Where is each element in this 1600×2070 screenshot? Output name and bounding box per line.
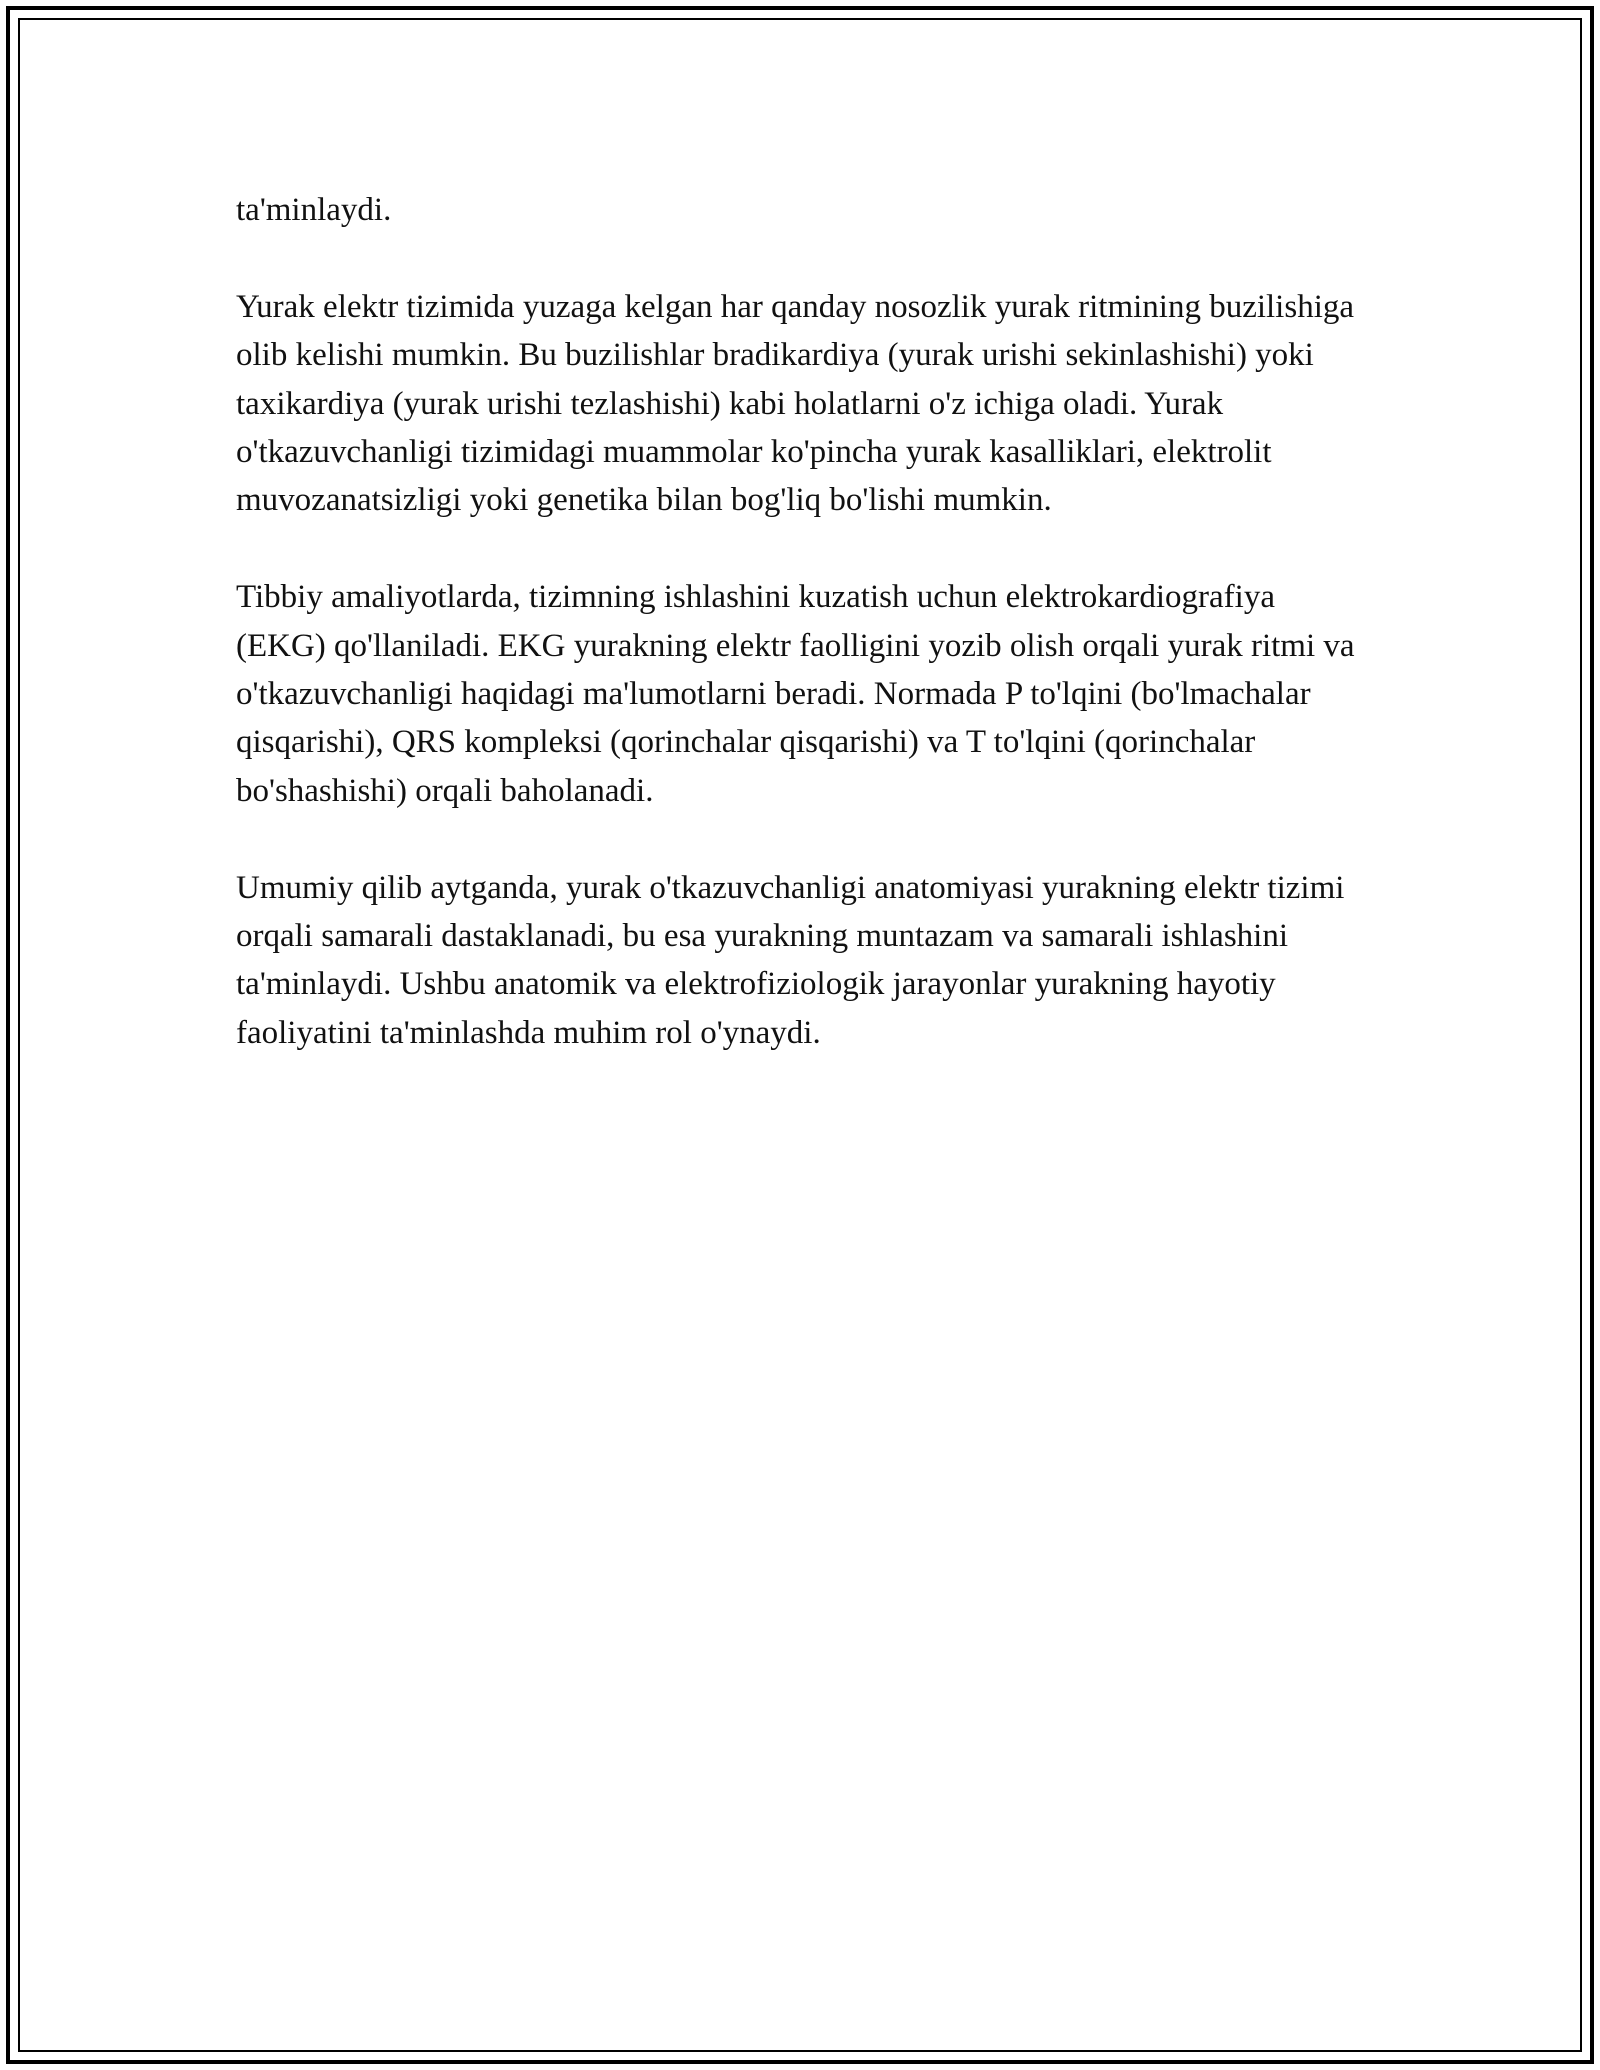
paragraph-rhythm-disorders: Yurak elektr tizimida yuzaga kelgan har qanday nosozlik yurak ritmining buzilishiga olib kelishi mumkin. Bu buzilishlar bradikardiya (yurak urishi sekinlashishi) yoki taxikardiya (yurak urishi tezlashishi) kabi holatlarni o'z ichiga oladi. Yurak o'tkazuvchanligi tizimidagi muammolar ko'pincha yurak kasalliklari, elektrolit muvozanatsizligi yoki genetika bilan bog'liq bo'lishi mumkin. [236, 288, 1355, 519]
paragraph-continuation: ta'minlaydi. [236, 192, 392, 228]
paragraph-summary: Umumiy qilib aytganda, yurak o'tkazuvchanligi anatomiyasi yurakning elektr tizimi orqali samarali dastaklanadi, bu esa yurakning muntazam va samarali ishlashini ta'minlaydi. Ushbu anatomik va elektrofiziologik jarayonlar yurakning hayotiy faoliyatini ta'minlashda muhim rol o'ynaydi. [236, 869, 1345, 1051]
paragraph-ekg: Tibbiy amaliyotlarda, tizimning ishlashini kuzatish uchun elektrokardiografiya (EKG) qo'llaniladi. EKG yurakning elektr faolligini yozib olish orqali yurak ritmi va o'tkazuvchanligi haqidagi ma'lumotlarni beradi. Normada P to'lqini (bo'lmachalar qisqarishi), QRS kompleksi (qorinchalar qisqarishi) va T to'lqini (qorinchalar bo'shashishi) orqali baholanadi. [236, 579, 1355, 809]
document-body [236, 186, 1366, 1106]
